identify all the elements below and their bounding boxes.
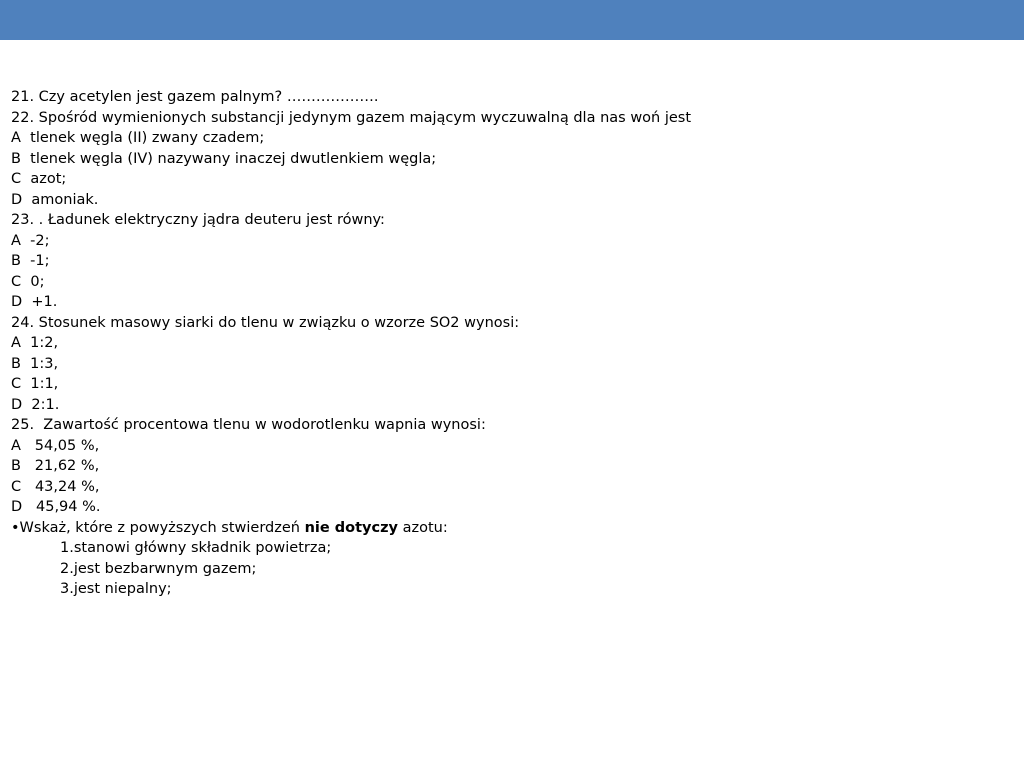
answer-24-c: C 1:1, [11, 376, 59, 392]
statement-2: 2.jest bezbarwnym gazem; [60, 560, 257, 577]
statement-3: 3.jest niepalny; [60, 581, 172, 597]
answer-22-d: D amoniak. [11, 191, 99, 208]
answer-22-b: B tlenek węgla (IV) nazywany inaczej dwutlenkiem węgla; [11, 150, 437, 167]
answer-23-d: D +1. [11, 294, 58, 310]
answer-22-a: A tlenek węgla (II) zwany czadem; [11, 130, 265, 146]
bullet-question-emphasis: nie dotyczy [304, 519, 398, 536]
question-text-block [11, 87, 1011, 600]
question-24: 24. Stosunek masowy siarki do tlenu w związku o wzorze SO2 wynosi: [11, 314, 520, 331]
question-21: 21. Czy acetylen jest gazem palnym? ………………. [11, 89, 379, 105]
answer-25-b: B 21,62 %, [11, 458, 100, 474]
answer-25-a: A 54,05 %, [11, 437, 100, 454]
answer-22-c: C azot; [11, 171, 67, 187]
answer-24-a: A 1:2, [11, 335, 59, 351]
answer-23-b: B -1; [11, 253, 50, 269]
answer-25-d: D 45,94 %. [11, 499, 101, 515]
question-25: 25. Zawartość procentowa tlenu w wodorotlenku wapnia wynosi: [11, 417, 486, 433]
answer-25-c: C 43,24 %, [11, 478, 100, 495]
answer-24-d: D 2:1. [11, 396, 60, 413]
bullet-question [11, 518, 1011, 539]
question-23: 23. . Ładunek elektryczny jądra deuteru jest równy: [11, 212, 385, 228]
answer-24-b: B 1:3, [11, 355, 59, 372]
answer-23-a: A -2; [11, 232, 50, 249]
bullet-question-prefix: •Wskaż, które z powyższych stwierdzeń [11, 519, 305, 536]
bullet-question-suffix: azotu: [397, 519, 448, 536]
statement-1: 1.stanowi główny składnik powietrza; [60, 540, 332, 556]
header-bar [0, 0, 1024, 40]
answer-23-c: C 0; [11, 273, 45, 290]
question-22: 22. Spośród wymienionych substancji jedynym gazem mającym wyczuwalną dla nas woń jest [11, 109, 692, 126]
